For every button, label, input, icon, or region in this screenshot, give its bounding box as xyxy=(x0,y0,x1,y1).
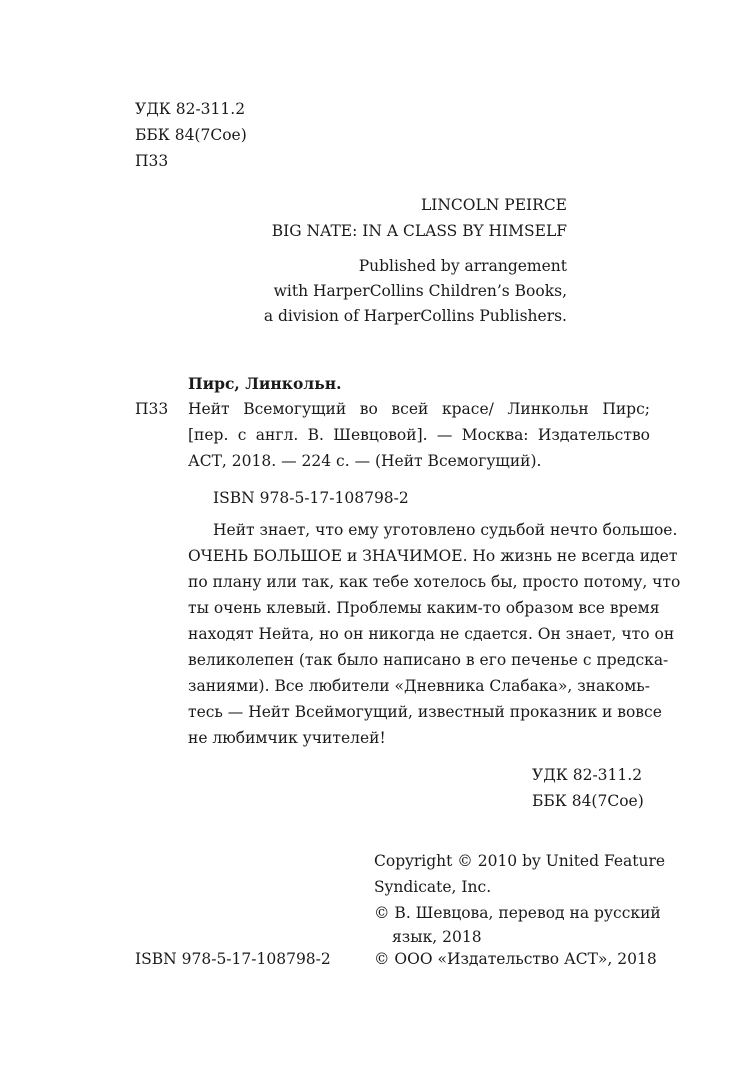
bibliographic-line: АСТ, 2018. — 224 с. — (Нейт Всемогущий). xyxy=(188,452,542,470)
footer-isbn: ISBN 978-5-17-108798-2 xyxy=(135,950,331,968)
publication-note-line: a division of HarperCollins Publishers. xyxy=(263,307,567,325)
annotation-line: Нейт знает, что ему уготовлено судьбой нечто большое. xyxy=(213,521,678,539)
udk-code-repeat: УДК 82-311.2 xyxy=(532,766,643,784)
annotation-line: великолепен (так было написано в его печенье с предска- xyxy=(188,651,669,669)
bibliographic-line: Нейт Всемогущий во всей красе/ Линкольн Пирс; xyxy=(188,400,650,418)
author-mark: П33 xyxy=(135,152,169,170)
bbk-code: ББК 84(7Сое) xyxy=(135,126,247,144)
annotation-line: не любимчик учителей! xyxy=(188,729,386,747)
bibliographic-isbn: ISBN 978-5-17-108798-2 xyxy=(213,489,409,507)
bibliographic-line: [пер. с англ. В. Шевцовой]. — Москва: Издательство xyxy=(188,426,650,444)
original-title: BIG NATE: IN A CLASS BY HIMSELF xyxy=(271,222,567,240)
annotation-line: ОЧЕНЬ БОЛЬШОЕ и ЗНАЧИМОЕ. Но жизнь не всегда идет xyxy=(188,547,678,565)
udk-code: УДК 82-311.2 xyxy=(135,100,246,118)
bbk-code-repeat: ББК 84(7Сое) xyxy=(532,792,644,810)
copyright-line: © В. Шевцова, перевод на русский xyxy=(374,904,661,922)
original-author: LINCOLN PEIRCE xyxy=(420,196,567,214)
annotation-line: ты очень клевый. Проблемы каким-то образом все время xyxy=(188,599,660,617)
author-heading: Пирс, Линкольн. xyxy=(188,374,342,393)
copyright-line: © ООО «Издательство АСТ», 2018 xyxy=(374,950,657,968)
annotation-line: находят Нейта, но он никогда не сдается. Он знает, что он xyxy=(188,625,675,643)
publication-note-line: with HarperCollins Children’s Books, xyxy=(273,282,567,300)
annotation-line: заниями). Все любители «Дневника Слабака», знакомь- xyxy=(188,677,650,695)
copyright-line: Copyright © 2010 by United Feature xyxy=(374,852,666,870)
copyright-line: Syndicate, Inc. xyxy=(374,878,492,896)
annotation-line: по плану или так, как тебе хотелось бы, просто потому, что xyxy=(188,573,681,591)
copyright-line: язык, 2018 xyxy=(392,928,482,946)
bibliographic-author-mark: П33 xyxy=(135,400,169,418)
annotation-line: тесь — Нейт Всеймогущий, известный проказник и вовсе xyxy=(188,703,662,721)
publication-note-line: Published by arrangement xyxy=(358,257,567,275)
